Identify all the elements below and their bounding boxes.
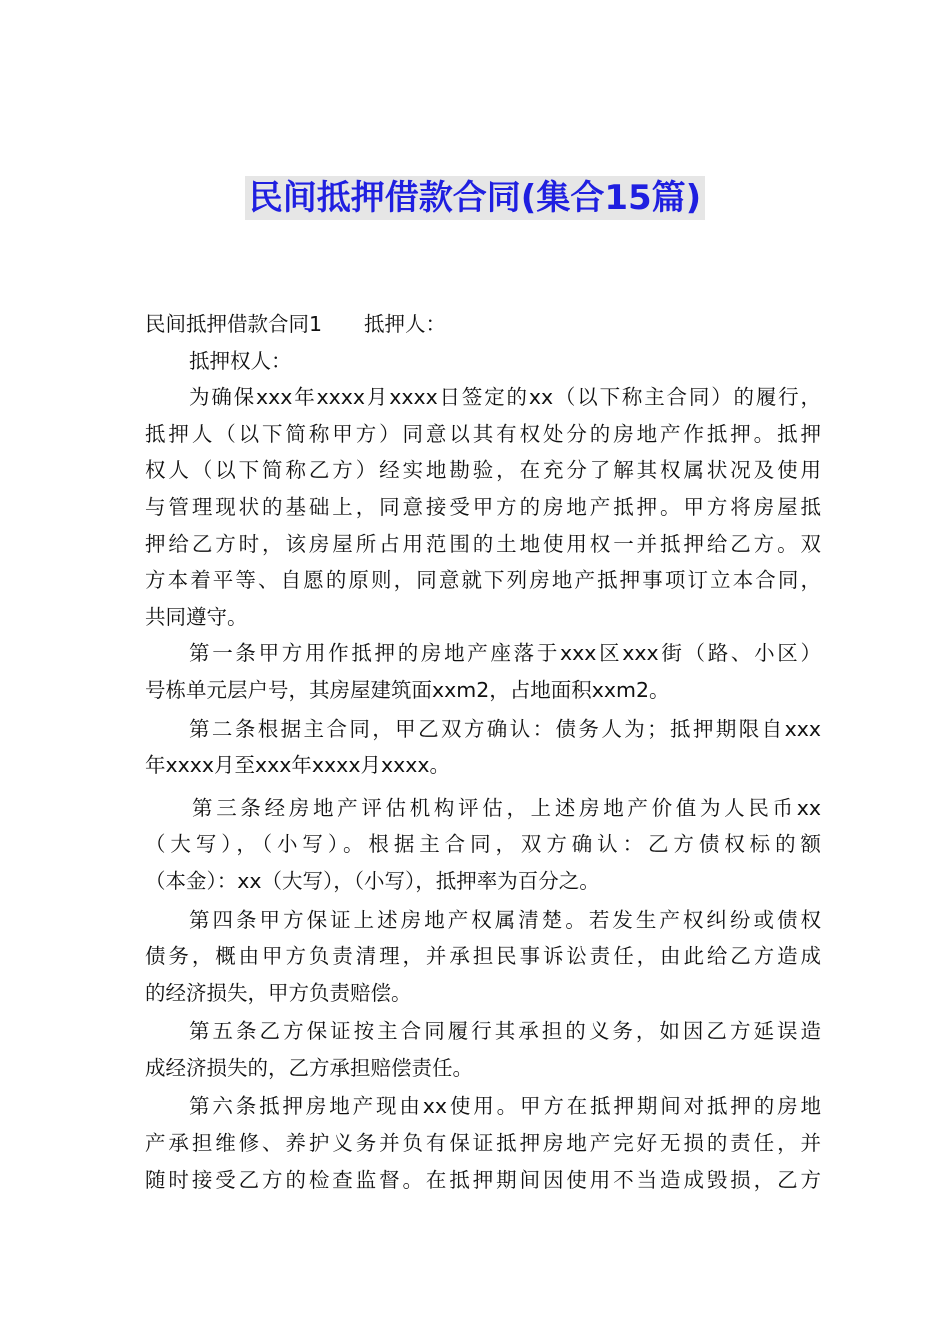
paragraph-line: 号栋单元层户号，其房屋建筑面xxm2，占地面积xxm2。	[145, 677, 670, 702]
paragraph-line: 第三条经房地产评估机构评估，上述房地产价值为人民币xx	[192, 795, 821, 820]
paragraph-line: 第一条甲方用作抵押的房地产座落于xxx区xxx街（路、小区）	[189, 641, 821, 666]
paragraph-line: 产承担维修、养护义务并负有保证抵押房地产完好无损的责任，并	[145, 1131, 821, 1156]
paragraph-line: 为确保xxx年xxxx月xxxx日签定的xx（以下称主合同）的履行，	[189, 385, 821, 410]
paragraph-line: 抵押权人：	[189, 348, 292, 373]
heading-line	[145, 306, 821, 343]
paragraph-line: （大写），（小写）。根据主合同，双方确认：乙方债权标的额	[145, 832, 821, 857]
paragraph-line: 第五条乙方保证按主合同履行其承担的义务，如因乙方延误造	[189, 1019, 821, 1044]
paragraph-line: 年xxxx月至xxx年xxxx月xxxx。	[145, 753, 450, 778]
document-body	[145, 306, 821, 1198]
paragraph-line: 第二条根据主合同，甲乙双方确认：债务人为；抵押期限自xxx	[189, 716, 821, 741]
paragraph-line: 方本着平等、自愿的原则，同意就下列房地产抵押事项订立本合同，	[145, 568, 821, 593]
paragraph-line: 随时接受乙方的检查监督。在抵押期间因使用不当造成毁损，乙方	[145, 1167, 821, 1192]
paragraph-line: 第四条甲方保证上述房地产权属清楚。若发生产权纠纷或债权	[189, 907, 821, 932]
paragraph-line: 成经济损失的，乙方承担赔偿责任。	[145, 1055, 473, 1080]
paragraph-line: 与管理现状的基础上，同意接受甲方的房地产抵押。甲方将房屋抵	[145, 494, 821, 519]
mortgagor-label: 抵押人：	[364, 312, 447, 336]
paragraph-line: （本金）：xx（大写），（小写），抵押率为百分之。	[145, 868, 600, 893]
paragraph-line: 债务，概由甲方负责清理，并承担民事诉讼责任，由此给乙方造成	[145, 944, 821, 969]
paragraph-line: 的经济损失，甲方负责赔偿。	[145, 980, 412, 1005]
paragraph-line: 第六条抵押房地产现由xx使用。甲方在抵押期间对抵押的房地	[189, 1094, 821, 1119]
paragraph-line: 共同遵守。	[145, 604, 248, 629]
paragraph-line: 押给乙方时，该房屋所占用范围的土地使用权一并抵押给乙方。双	[145, 531, 821, 556]
paragraph-line: 权人（以下简称乙方）经实地勘验，在充分了解其权属状况及使用	[145, 458, 821, 483]
document-title: 民间抵押借款合同(集合15篇)	[245, 176, 705, 220]
section-heading: 民间抵押借款合同1	[145, 312, 323, 336]
title-container	[0, 176, 950, 220]
paragraph-line: 抵押人（以下简称甲方）同意以其有权处分的房地产作抵押。抵押	[145, 421, 821, 446]
